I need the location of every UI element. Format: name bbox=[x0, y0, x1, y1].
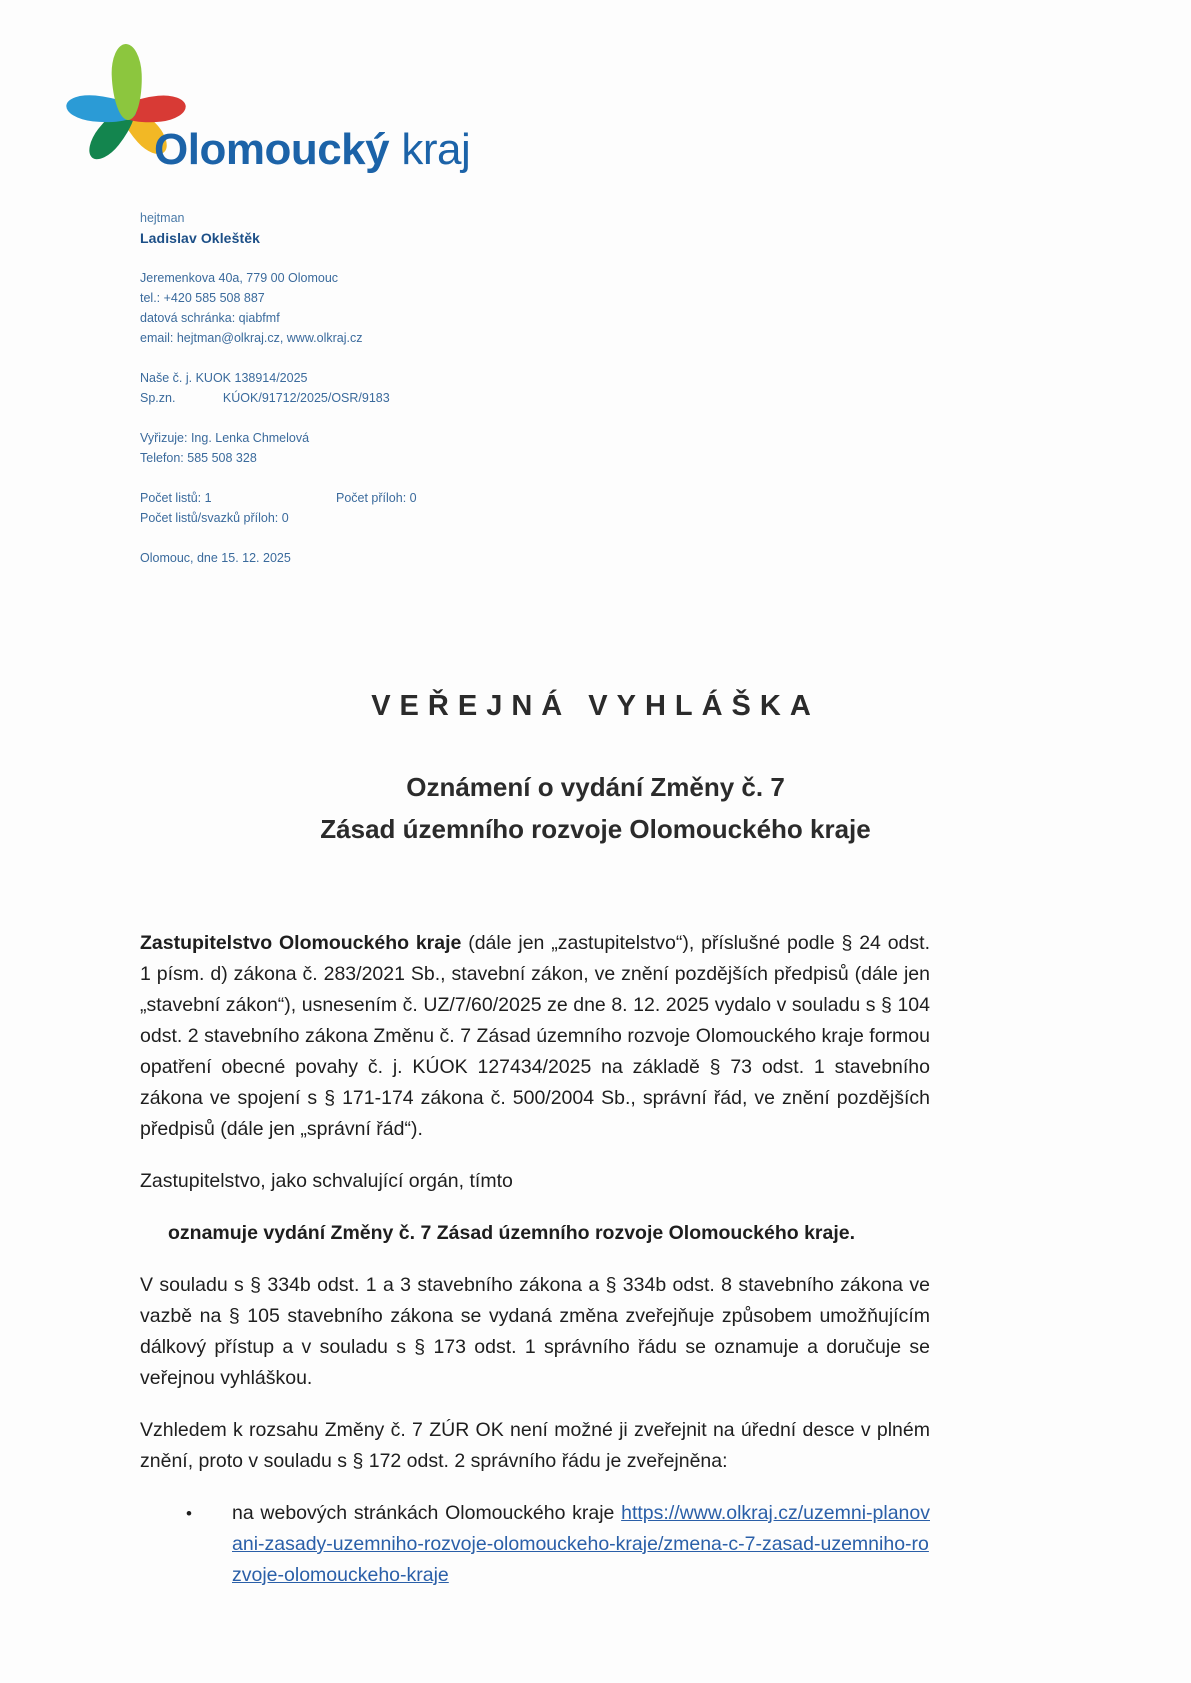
document-subtitle-line2: Zásad územního rozvoje Olomouckého kraje bbox=[320, 814, 871, 844]
attachment-count: Počet příloh: 0 bbox=[336, 491, 417, 505]
sheet-count: Počet listů: 1 bbox=[140, 491, 212, 505]
olkraj-publication-link[interactable]: https://www.olkraj.cz/uzemni-planovani-zasady-uzemniho-rozvoje-olomouckeho-kraje/zmena-c-7-zasad-uzemniho-rozvoje-olomouckeho-kraje bbox=[232, 1502, 930, 1586]
handler-phone: Telefon: 585 508 328 bbox=[140, 451, 257, 465]
attachment-sheet-count: Počet listů/svazků příloh: 0 bbox=[140, 511, 289, 525]
paragraph-lead-bold: Zastupitelstvo Olomouckého kraje bbox=[140, 932, 462, 954]
counts-row bbox=[140, 488, 700, 508]
reference-file-label: Sp.zn. bbox=[140, 391, 176, 405]
sender-role: hejtman bbox=[140, 211, 185, 225]
reference-file-value: KÚOK/91712/2025/OSR/9183 bbox=[222, 391, 390, 405]
sender-email: email: hejtman@olkraj.cz, www.olkraj.cz bbox=[140, 331, 363, 345]
spacer bbox=[140, 348, 700, 368]
reference-our-label: Naše č. j. bbox=[140, 371, 193, 385]
list-item bbox=[186, 1498, 930, 1591]
paragraph-approving-body: Zastupitelstvo, jako schvalující orgán, tímto bbox=[140, 1170, 513, 1192]
handler-name: Vyřizuje: Ing. Lenka Chmelová bbox=[140, 431, 310, 445]
sender-name: Ladislav Okleštěk bbox=[140, 230, 260, 246]
logo-word-light: kraj bbox=[401, 125, 471, 174]
document-subtitle-line1: Oznámení o vydání Změny č. 7 bbox=[406, 772, 785, 802]
spacer bbox=[140, 248, 700, 268]
publication-list bbox=[140, 1498, 930, 1591]
logo-wordmark bbox=[154, 125, 471, 174]
place-and-date: Olomouc, dne 15. 12. 2025 bbox=[140, 551, 291, 565]
sender-address: Jeremenkova 40a, 779 00 Olomouc bbox=[140, 271, 339, 285]
paragraph-lead-rest: (dále jen „zastupitelstvo“), příslušné podle § 24 odst. 1 písm. d) zákona č. 283/2021 Sb., stavební zákon, ve znění pozdějších předpisů (dále jen „stavební zákon“), usnesením č. UZ/7/60/2025 ze dne 8. 12. 2025 vydalo v souladu s § 104 odst. 2 stavebního zákona Změnu č. 7 Zásad územního rozvoje Olomouckého kraje formou opatření obecné povahy č. j. KÚOK 127434/2025 na základě § 73 odst. 1 stavebního zákona ve spojení s § 171-174 zákona č. 500/2004 Sb., správní řád, ve znění pozdějších předpisů (dále jen „správní řád“). bbox=[140, 932, 930, 1140]
reference-our-row bbox=[140, 368, 700, 388]
paragraph-announcement: oznamuje vydání Změny č. 7 Zásad územního rozvoje Olomouckého kraje. bbox=[168, 1222, 856, 1244]
spacer bbox=[140, 528, 700, 548]
bullet-text: na webových stránkách Olomouckého kraje bbox=[232, 1502, 622, 1524]
sender-phone: tel.: +420 585 508 887 bbox=[140, 291, 265, 305]
paragraph-publication-method: V souladu s § 334b odst. 1 a 3 stavebního zákona a § 334b odst. 8 stavebního zákona ve vazbě na § 105 stavebního zákona se vydaná změna zveřejňuje způsobem umožňujícím dálkový přístup a v souladu s § 173 odst. 1 správního řádu se oznamuje a doručuje se veřejnou vyhláškou. bbox=[140, 1274, 930, 1389]
reference-file-row bbox=[140, 388, 700, 408]
paragraph-legal-basis bbox=[140, 928, 930, 1145]
sender-databox: datová schránka: qiabfmf bbox=[140, 311, 280, 325]
document-body bbox=[140, 928, 930, 1591]
letterhead-contact-block bbox=[140, 208, 700, 568]
paragraph-scope-notice: Vzhledem k rozsahu Změny č. 7 ZÚR OK není možné ji zveřejnit na úřední desce v plném znění, proto v souladu s § 172 odst. 2 správního řádu je zveřejněna: bbox=[140, 1419, 930, 1472]
olomoucky-kraj-logo bbox=[68, 52, 488, 192]
spacer bbox=[140, 468, 700, 488]
reference-our-value: KUOK 138914/2025 bbox=[195, 371, 308, 385]
logo-word-bold: Olomoucký bbox=[154, 125, 390, 174]
spacer bbox=[140, 408, 700, 428]
document-title: VEŘEJNÁ VYHLÁŠKA bbox=[371, 690, 820, 722]
